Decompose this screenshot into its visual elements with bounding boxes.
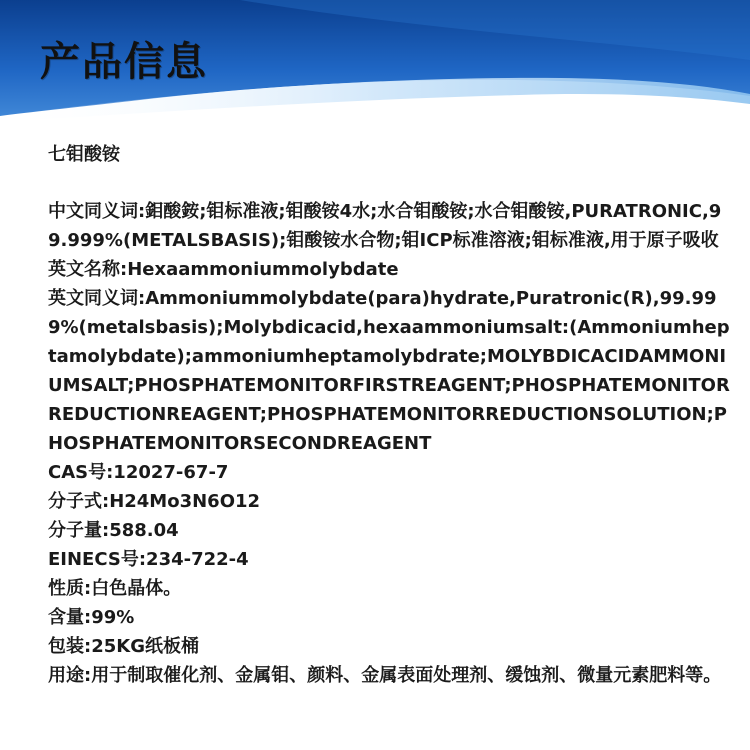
cas-number: CAS号:12027-67-7: [48, 462, 229, 483]
synonyms-en: 英文同义词:Ammoniummolybdate(para)hydrate,Puratronic(R),99.999%(metalsbasis);Molybdicacid,hexaammoniumsalt:(Ammoniumheptamolybdate);ammoniumheptamolybdrate;MOLYBDICACIDAMMONIUMSALT;PHOSPHATEMONITORFIRSTREAGENT;PHOSPHATEMONITORREDUCTIONREAGENT;PHOSPHATEMONITORREDUCTIONSOLUTION;PHOSPHATEMONITORSECONDREAGENT: [48, 288, 730, 454]
product-name: 七钼酸铵: [48, 144, 120, 165]
packaging: 包装:25KG纸板桶: [48, 636, 199, 657]
synonyms-cn: 中文同义词:鉬酸銨;钼标准液;钼酸铵4水;水合钼酸铵;水合钼酸铵,PURATRONIC,99.999%(METALSBASIS);钼酸铵水合物;钼ICP标准溶液;钼标准液,用于原子吸收: [48, 201, 722, 251]
molecular-weight: 分子量:588.04: [48, 520, 179, 541]
page-title: 产品信息: [40, 39, 208, 85]
molecular-formula: 分子式:H24Mo3N6O12: [48, 491, 261, 512]
usage: 用途:用于制取催化剂、金属钼、颜料、金属表面处理剂、缓蚀剂、微量元素肥料等。: [48, 665, 722, 686]
properties: 性质:白色晶体。: [48, 578, 182, 599]
english-name: 英文名称:Hexaammoniummolybdate: [48, 259, 399, 280]
content-purity: 含量:99%: [48, 607, 135, 628]
einecs-number: EINECS号:234-722-4: [48, 549, 249, 570]
product-info: [48, 140, 738, 690]
header-banner: [0, 0, 750, 122]
